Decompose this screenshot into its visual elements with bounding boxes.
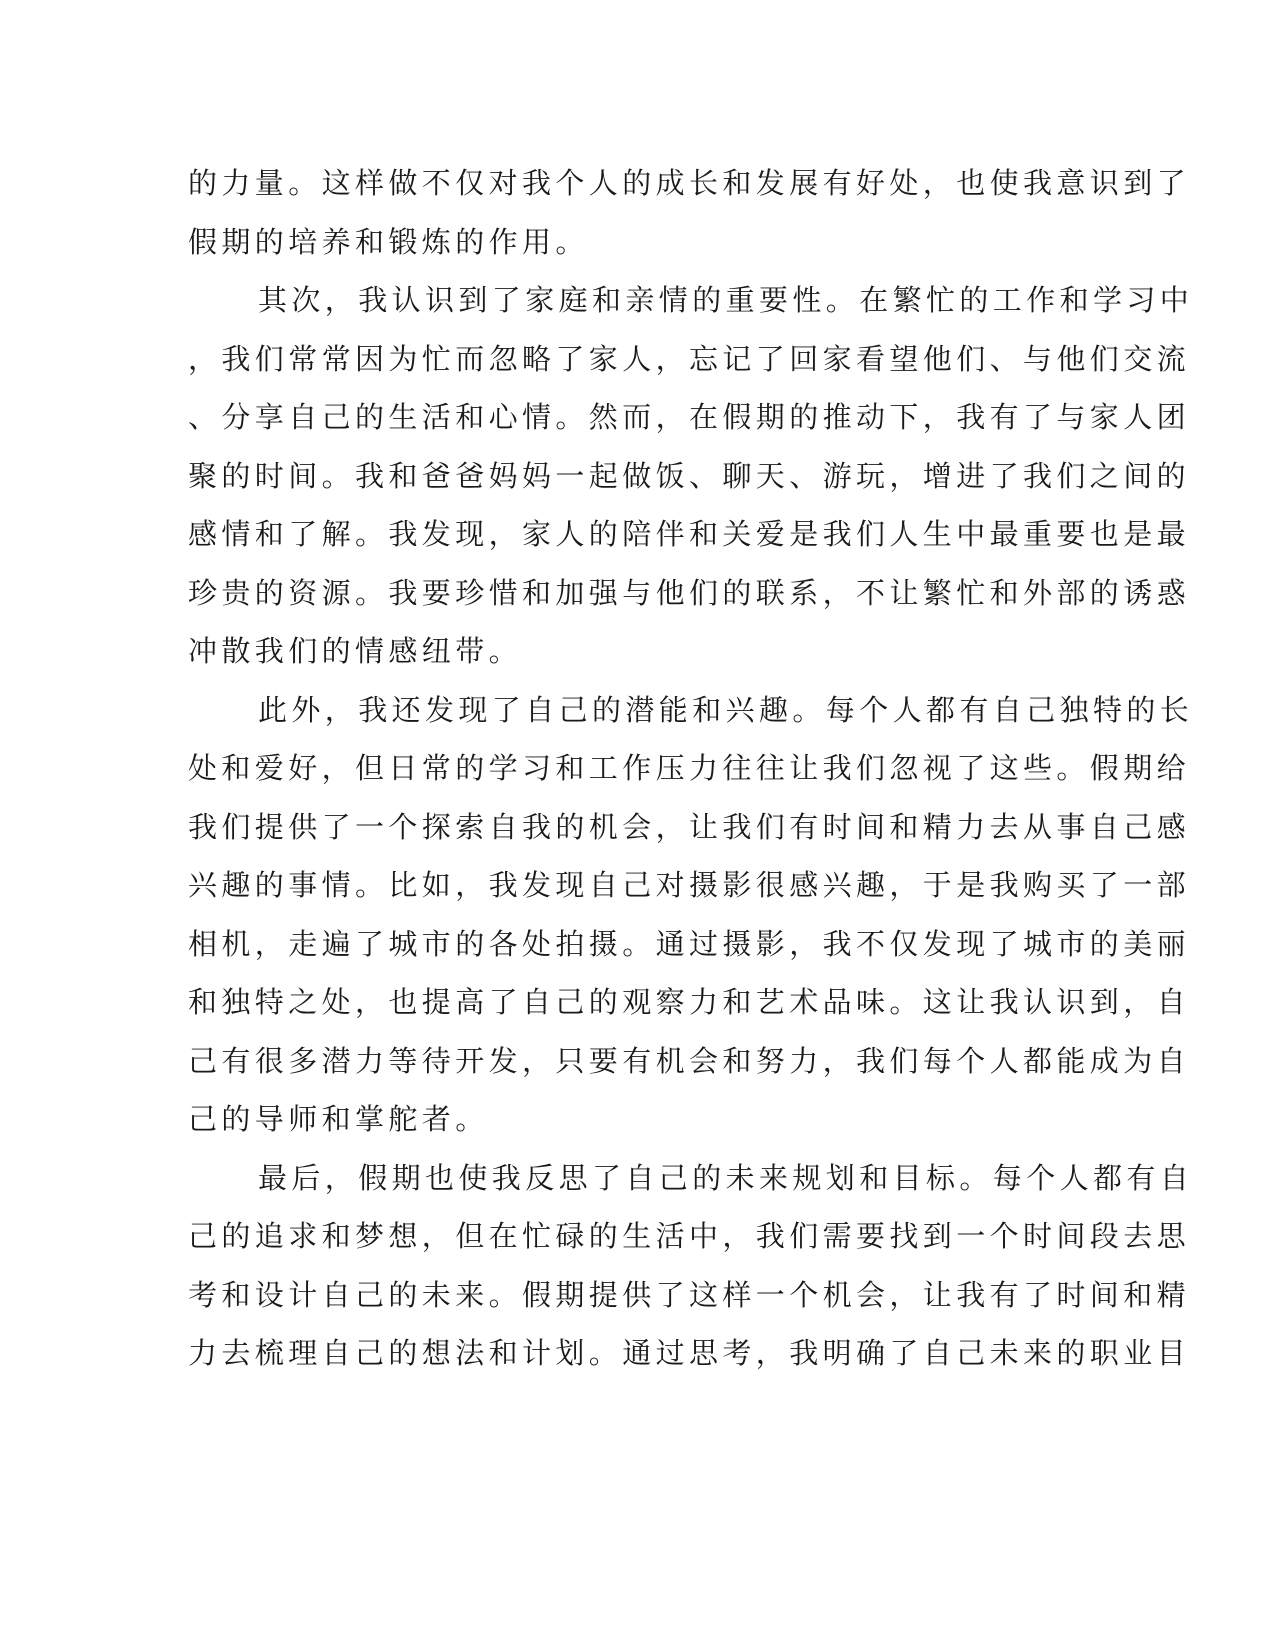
text-line: 、分享自己的生活和心情。然而，在假期的推动下，我有了与家人团 — [188, 400, 1191, 434]
text-line: 其次，我认识到了家庭和亲情的重要性。在繁忙的工作和学习中 — [258, 283, 1194, 317]
paragraph — [188, 681, 1194, 1149]
text-line: 聚的时间。我和爸爸妈妈一起做饭、聊天、游玩，增进了我们之间的 — [188, 458, 1191, 493]
text-line: 己的导师和掌舵者。 — [188, 1102, 489, 1136]
text-line: 冲散我们的情感纽带。 — [188, 634, 523, 668]
text-line: 兴趣的事情。比如，我发现自己对摄影很感兴趣，于是我购买了一部 — [188, 868, 1191, 902]
text-line: 最后，假期也使我反思了自己的未来规划和目标。每个人都有自 — [258, 1160, 1194, 1195]
paragraph — [188, 154, 1191, 271]
paragraph — [188, 271, 1194, 681]
text-line: ，我们常常因为忙而忽略了家人，忘记了回家看望他们、与他们交流 — [188, 341, 1191, 376]
text-line: 己有很多潜力等待开发，只要有机会和努力，我们每个人都能成为自 — [188, 1043, 1191, 1078]
paragraph — [188, 1149, 1194, 1383]
text-line: 我们提供了一个探索自我的机会，让我们有时间和精力去从事自己感 — [188, 809, 1191, 844]
text-line: 和独特之处，也提高了自己的观察力和艺术品味。这让我认识到，自 — [188, 985, 1191, 1019]
text-line: 感情和了解。我发现，家人的陪伴和关爱是我们人生中最重要也是最 — [188, 517, 1191, 551]
document-body — [188, 154, 1194, 1383]
text-line: 力去梳理自己的想法和计划。通过思考，我明确了自己未来的职业目 — [188, 1336, 1191, 1370]
text-line: 处和爱好，但日常的学习和工作压力往往让我们忽视了这些。假期给 — [188, 751, 1191, 785]
text-line: 相机，走遍了城市的各处拍摄。通过摄影，我不仅发现了城市的美丽 — [188, 926, 1191, 961]
text-line: 己的追求和梦想，但在忙碌的生活中，我们需要找到一个时间段去思 — [188, 1219, 1191, 1253]
text-line: 的力量。这样做不仅对我个人的成长和发展有好处，也使我意识到了 — [188, 166, 1191, 200]
text-line: 此外，我还发现了自己的潜能和兴趣。每个人都有自己独特的长 — [258, 692, 1194, 727]
text-line: 假期的培养和锻炼的作用。 — [188, 224, 589, 259]
text-line: 考和设计自己的未来。假期提供了这样一个机会，让我有了时间和精 — [188, 1277, 1191, 1312]
text-line: 珍贵的资源。我要珍惜和加强与他们的联系，不让繁忙和外部的诱惑 — [188, 575, 1191, 610]
